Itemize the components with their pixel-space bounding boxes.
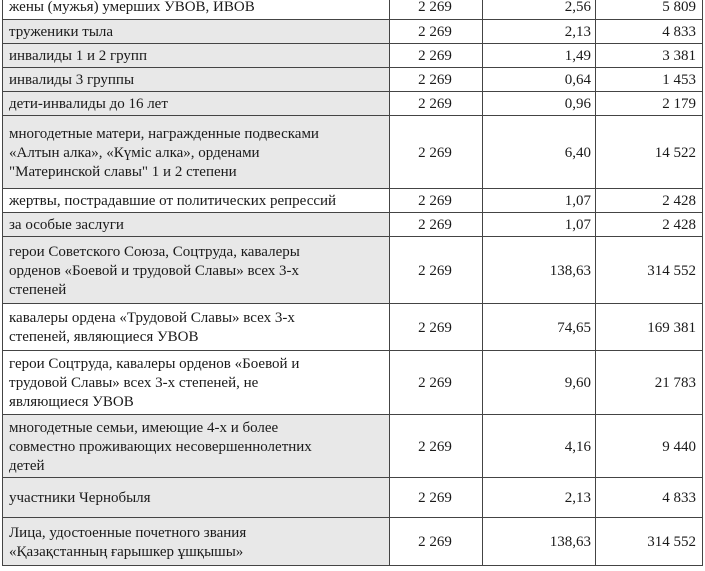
table-row <box>3 20 703 44</box>
table-row <box>3 518 703 566</box>
category-cell <box>3 44 390 68</box>
amount-cell: 14 522 <box>596 116 703 189</box>
coefficient-cell: 74,65 <box>483 304 596 351</box>
table-row <box>3 189 703 213</box>
category-text-line: дети-инвалиды до 16 лет <box>9 96 168 112</box>
category-text-line: степеней <box>9 281 67 298</box>
coefficient-cell: 9,60 <box>483 351 596 415</box>
category-text-line: участники Чернобыля <box>9 490 151 506</box>
coefficient-cell: 0,64 <box>483 68 596 92</box>
base-value-cell: 2 269 <box>390 116 483 189</box>
benefits-table <box>2 0 703 566</box>
table-row <box>3 213 703 237</box>
base-value-cell: 2 269 <box>390 304 483 351</box>
amount-cell: 4 833 <box>596 20 703 44</box>
category-text-line: Лица, удостоенные почетного звания <box>9 524 247 541</box>
amount-cell: 2 428 <box>596 213 703 237</box>
category-cell <box>3 237 390 304</box>
category-text-line: "Материнской славы" 1 и 2 степени <box>9 163 237 180</box>
base-value-cell: 2 269 <box>390 415 483 478</box>
category-cell <box>3 518 390 566</box>
category-cell <box>3 189 390 213</box>
amount-cell: 314 552 <box>596 518 703 566</box>
base-value-cell: 2 269 <box>390 518 483 566</box>
category-text-line: являющиеся УВОВ <box>9 394 134 410</box>
amount-cell: 2 428 <box>596 189 703 213</box>
category-cell <box>3 116 390 189</box>
category-text-line: «Алтын алка», «Күміс алка», орденами <box>9 144 260 161</box>
category-cell <box>3 213 390 237</box>
base-value-cell: 2 269 <box>390 478 483 518</box>
table-row <box>3 92 703 116</box>
base-value-cell: 2 269 <box>390 92 483 116</box>
table-row <box>3 44 703 68</box>
amount-cell: 169 381 <box>596 304 703 351</box>
category-text-line: совместно проживающих несовершеннолетних <box>9 438 312 455</box>
amount-cell: 2 179 <box>596 92 703 116</box>
category-cell <box>3 415 390 478</box>
amount-cell: 4 833 <box>596 478 703 518</box>
coefficient-cell: 4,16 <box>483 415 596 478</box>
category-text-line: труженики тыла <box>9 24 114 40</box>
amount-cell: 314 552 <box>596 237 703 304</box>
table-row <box>3 478 703 518</box>
category-cell <box>3 351 390 415</box>
amount-cell: 5 809 <box>596 0 703 20</box>
category-text-line: степеней, являющиеся УВОВ <box>9 329 199 345</box>
table-row <box>3 68 703 92</box>
table-row <box>3 0 703 20</box>
category-text-line: инвалиды 1 и 2 групп <box>9 48 147 64</box>
base-value-cell: 2 269 <box>390 189 483 213</box>
coefficient-cell: 1,07 <box>483 189 596 213</box>
category-text-line: жены (мужья) умерших УВОВ, ИВОВ <box>9 0 255 15</box>
category-cell <box>3 304 390 351</box>
category-text-line: герои Соцтруда, кавалеры орденов «Боевой и <box>9 356 300 372</box>
base-value-cell: 2 269 <box>390 20 483 44</box>
table-row <box>3 351 703 415</box>
benefits-table-body <box>3 0 703 566</box>
base-value-cell: 2 269 <box>390 68 483 92</box>
category-cell <box>3 20 390 44</box>
category-cell <box>3 0 390 20</box>
table-row <box>3 116 703 189</box>
coefficient-cell: 1,49 <box>483 44 596 68</box>
amount-cell: 3 381 <box>596 44 703 68</box>
coefficient-cell: 1,07 <box>483 213 596 237</box>
category-text-line: герои Советского Союза, Соцтруда, кавалеры <box>9 243 300 260</box>
category-text-line: трудовой Славы» всех 3-х степеней, не <box>9 375 259 391</box>
coefficient-cell: 2,56 <box>483 0 596 20</box>
amount-cell: 21 783 <box>596 351 703 415</box>
table-row <box>3 304 703 351</box>
coefficient-cell: 0,96 <box>483 92 596 116</box>
category-text-line: инвалиды 3 группы <box>9 72 135 88</box>
table-row <box>3 237 703 304</box>
base-value-cell: 2 269 <box>390 237 483 304</box>
base-value-cell: 2 269 <box>390 44 483 68</box>
category-text-line: жертвы, пострадавшие от политических репрессий <box>9 193 337 209</box>
coefficient-cell: 2,13 <box>483 478 596 518</box>
category-text-line: детей <box>9 457 45 474</box>
table-row <box>3 415 703 478</box>
coefficient-cell: 2,13 <box>483 20 596 44</box>
coefficient-cell: 138,63 <box>483 518 596 566</box>
coefficient-cell: 6,40 <box>483 116 596 189</box>
base-value-cell: 2 269 <box>390 0 483 20</box>
category-cell <box>3 92 390 116</box>
base-value-cell: 2 269 <box>390 213 483 237</box>
category-text-line: за особые заслуги <box>9 217 124 233</box>
coefficient-cell: 138,63 <box>483 237 596 304</box>
category-cell <box>3 478 390 518</box>
category-text-line: орденов «Боевой и трудовой Славы» всех 3-х <box>9 262 300 279</box>
amount-cell: 1 453 <box>596 68 703 92</box>
category-text-line: многодетные матери, награжденные подвесками <box>9 125 319 142</box>
category-text-line: кавалеры ордена «Трудовой Славы» всех 3-х <box>9 310 295 326</box>
category-cell <box>3 68 390 92</box>
base-value-cell: 2 269 <box>390 351 483 415</box>
amount-cell: 9 440 <box>596 415 703 478</box>
category-text-line: многодетные семьи, имеющие 4-х и более <box>9 419 279 436</box>
category-text-line: «Қазақстанның ғарышкер ұшқышы» <box>9 543 244 560</box>
